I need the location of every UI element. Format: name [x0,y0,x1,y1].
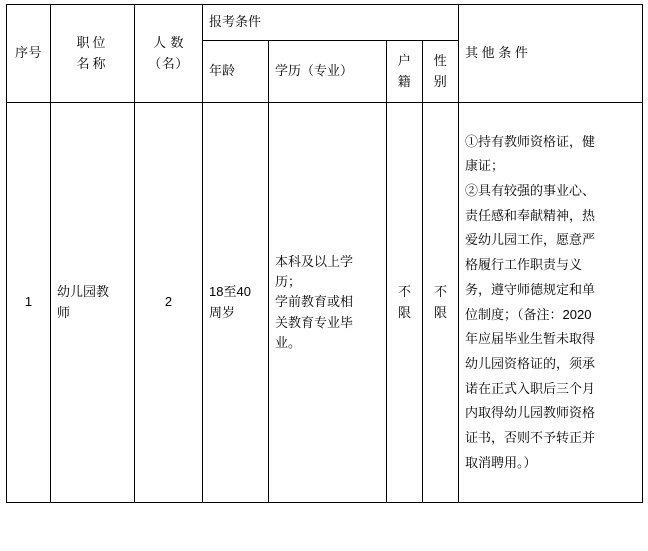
header-other-conditions: 其 他 条 件 [459,5,643,103]
other-line: 位制度；（备注：2020 [465,306,592,322]
header-hukou: 户 籍 [387,41,423,103]
table-row [7,103,643,503]
cell-position: 幼儿园教 师 [51,103,135,503]
other-line: 爱幼儿园工作，愿意严 [465,232,596,248]
other-line: 取消聘用。） [465,454,537,470]
other-line: 诺在正式入职后三个月 [465,380,596,396]
other-line: 务，遵守师德规定和单 [465,281,596,297]
other-conditions-text [465,130,636,476]
other-line: ①持有教师资格证，健 [465,133,596,149]
cell-other-conditions [459,103,643,503]
other-line: 证书，否则不予转正并 [465,429,596,445]
header-conditions-group: 报考条件 [203,5,459,41]
header-count: 人 数 （名） [135,5,203,103]
cell-age: 18至40 周岁 [203,103,269,503]
recruitment-table [6,4,643,503]
cell-count: 2 [135,103,203,503]
header-education: 学历（专业） [269,41,387,103]
other-line: 格履行工作职责与义 [465,257,583,273]
other-line: 幼儿园资格证的，须承 [465,355,596,371]
header-gender: 性 别 [423,41,459,103]
other-line: 责任感和奉献精神，热 [465,207,596,223]
cell-gender: 不 限 [423,103,459,503]
other-line: 内取得幼儿园教师资格 [465,405,596,421]
table-header-row-1 [7,5,643,41]
cell-hukou: 不 限 [387,103,423,503]
header-age: 年龄 [203,41,269,103]
other-line: ②具有较强的事业心、 [465,183,596,199]
header-position: 职位 名称 [51,5,135,103]
cell-education: 本科及以上学 历； 学前教育或相 关教育专业毕 业。 [269,103,387,503]
other-line: 康证； [465,158,505,174]
cell-seq: 1 [7,103,51,503]
other-line: 年应届毕业生暂未取得 [465,331,596,347]
header-seq: 序号 [7,5,51,103]
